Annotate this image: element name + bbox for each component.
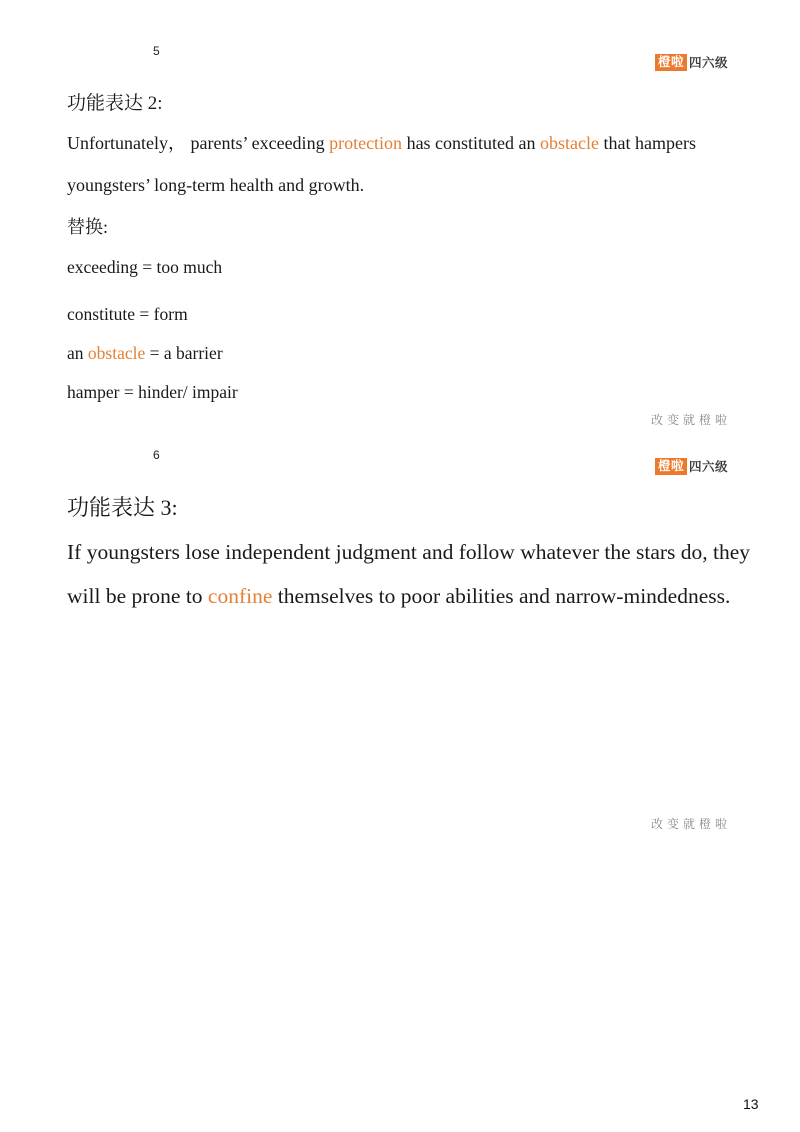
brand-logo: [655, 458, 728, 475]
slogan-text: 改变就橙啦: [651, 817, 732, 831]
vocab-item: [67, 343, 223, 364]
vocab-item: hamper = hinder/ impair: [67, 382, 238, 402]
page-number: 13: [743, 1096, 759, 1112]
slide-number: 6: [153, 448, 160, 462]
brand-logo-text: 四六级: [689, 458, 729, 474]
highlighted-word: obstacle: [540, 133, 600, 153]
section-heading: 功能表达 3:: [67, 495, 178, 520]
highlighted-word: confine: [207, 584, 273, 608]
paragraph-text: has constituted an: [402, 133, 541, 153]
brand-logo-box: 橙啦: [655, 458, 687, 475]
slide-number: 5: [153, 44, 160, 58]
example-paragraph: [67, 122, 747, 206]
slogan-text: 改变就橙啦: [651, 413, 732, 427]
brand-logo-text: 四六级: [689, 54, 729, 70]
vocab-text: an: [67, 343, 88, 363]
vocab-item: exceeding = too much: [67, 257, 223, 277]
brand-logo-box: 橙啦: [655, 54, 687, 71]
example-paragraph: [67, 530, 767, 618]
vocab-text: = a barrier: [145, 343, 223, 363]
paragraph-text: If youngsters lose independent judgment and follow whatever the stars do, they will be prone to: [67, 540, 751, 608]
highlighted-word: obstacle: [87, 343, 146, 363]
replace-label: 替换:: [67, 217, 109, 237]
vocab-item: constitute = form: [67, 304, 188, 324]
highlighted-word: protection: [329, 133, 403, 153]
paragraph-text: themselves to poor abilities and narrow-mindedness.: [272, 584, 731, 608]
brand-logo: [655, 54, 728, 71]
paragraph-text: that hampers youngsters’ long-term health and growth.: [67, 133, 697, 195]
paragraph-text: Unfortunately， parents’ exceeding: [67, 133, 330, 153]
section-heading: 功能表达 2:: [67, 93, 163, 114]
